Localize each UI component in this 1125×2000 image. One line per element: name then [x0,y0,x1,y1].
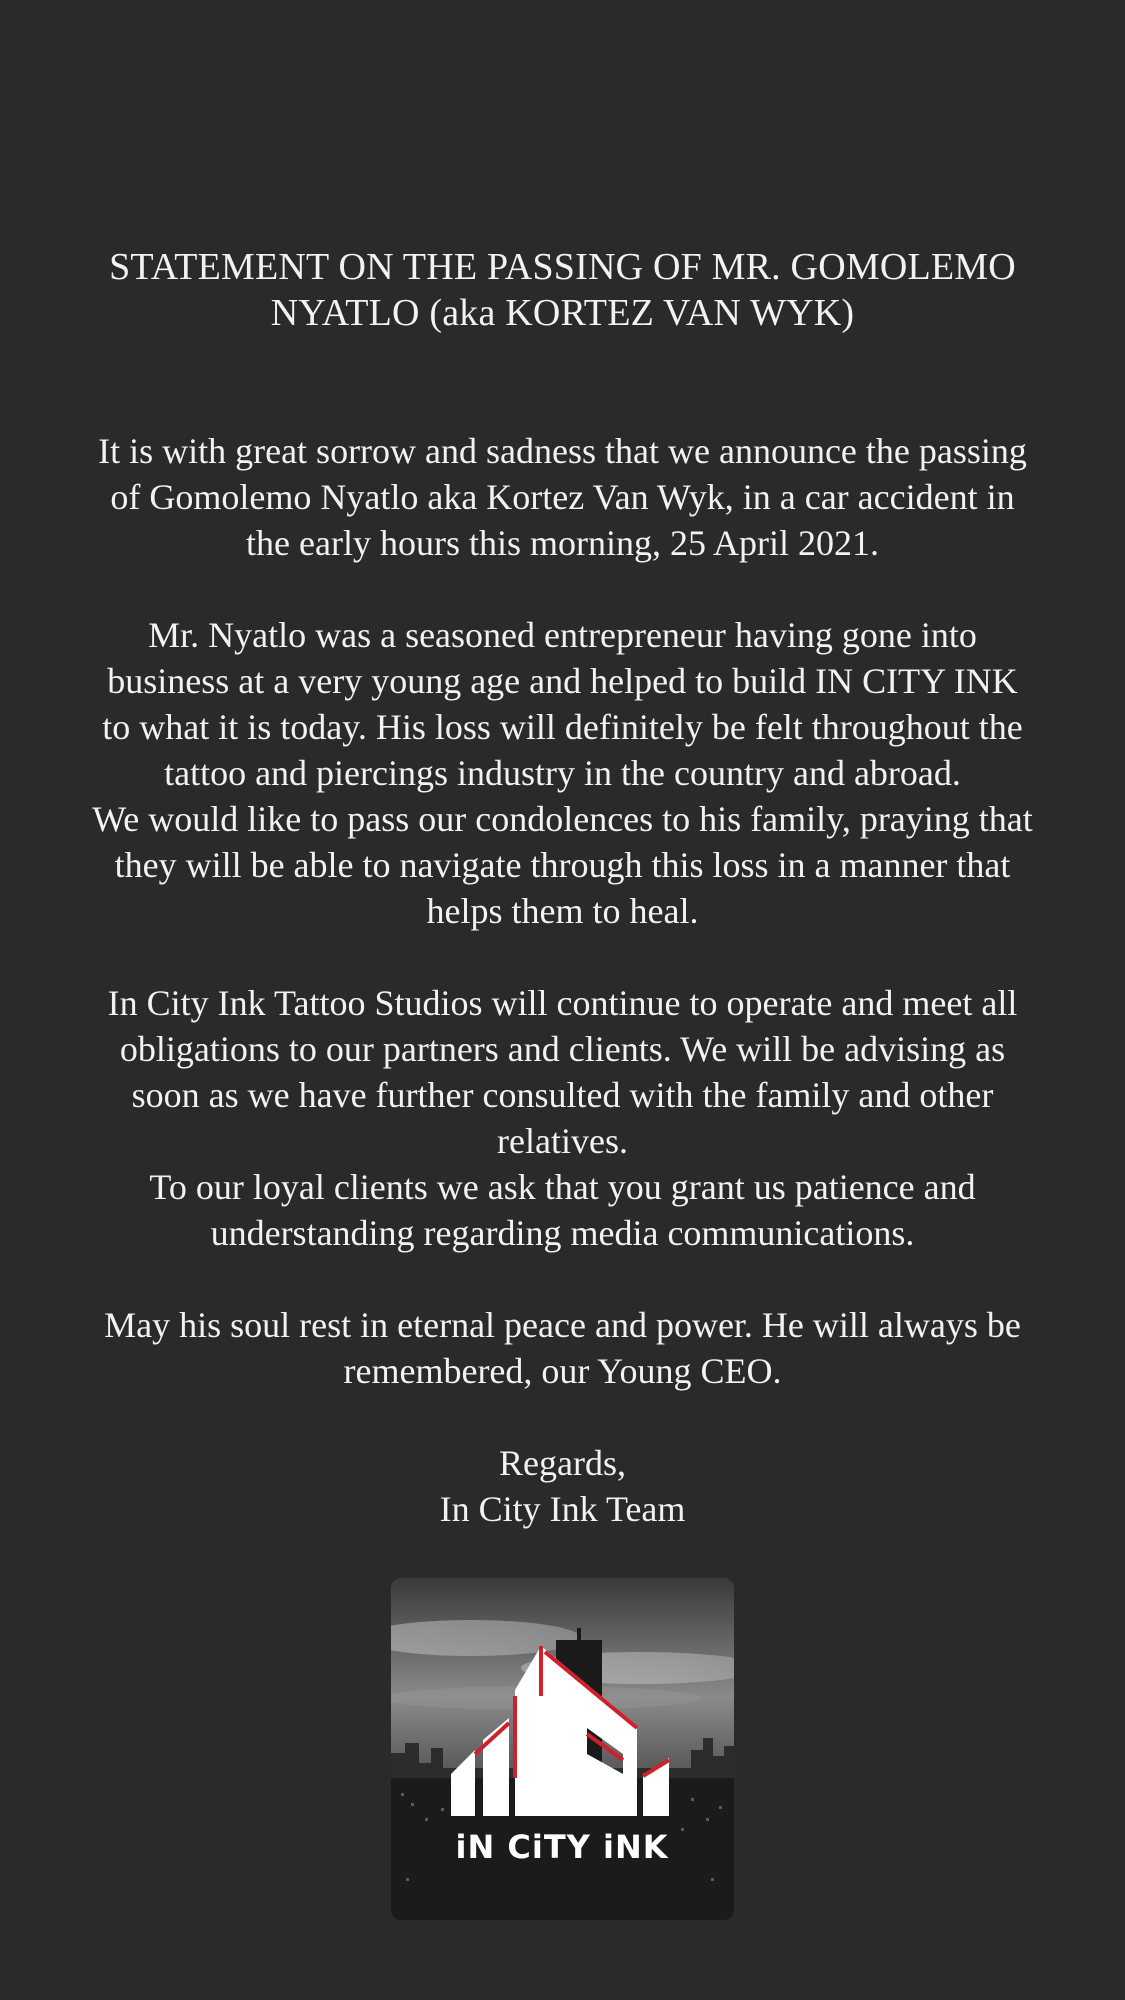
text-line: obligations to our partners and clients. We will be advising as [119,1029,1006,1069]
signoff-team: In City Ink Team [439,1489,686,1529]
logo-wordmark: iN CiTY iNK [455,1828,669,1866]
text-line: relatives. [497,1121,628,1161]
text-line: It is with great sorrow and sadness that we announce the passing [98,431,1027,471]
text-line: Mr. Nyatlo was a seasoned entrepreneur having gone into [148,615,977,655]
operations-paragraph [12,980,1113,1256]
text-line: soon as we have further consulted with the family and other [131,1075,994,1115]
signoff-greeting: Regards, [499,1443,626,1483]
announcement-paragraph [12,428,1113,566]
text-line: To our loyal clients we ask that you grant us patience and [149,1167,976,1207]
title-line: STATEMENT ON THE PASSING OF MR. GOMOLEMO [109,246,1016,288]
text-line: the early hours this morning, 25 April 2021. [246,523,879,563]
tribute-paragraph [12,612,1113,934]
logo-graphic [391,1578,734,1920]
in-city-ink-logo [391,1578,734,1920]
text-line: May his soul rest in eternal peace and power. He will always be [104,1305,1021,1345]
title-line: NYATLO (aka KORTEZ VAN WYK) [270,292,855,334]
text-line: of Gomolemo Nyatlo aka Kortez Van Wyk, in a car accident in [110,477,1015,517]
text-line: they will be able to navigate through this loss in a manner that [114,845,1011,885]
text-line: helps them to heal. [426,891,699,931]
text-line: understanding regarding media communications. [210,1213,915,1253]
memorial-paragraph [12,1302,1113,1394]
text-line: to what it is today. His loss will definitely be felt throughout the [102,707,1023,747]
statement-title [20,244,1105,336]
text-line: We would like to pass our condolences to his family, praying that [92,799,1033,839]
signoff [12,1440,1113,1532]
text-line: remembered, our Young CEO. [343,1351,782,1391]
text-line: In City Ink Tattoo Studios will continue to operate and meet all [107,983,1018,1023]
text-line: business at a very young age and helped to build IN CITY INK [107,661,1018,701]
text-line: tattoo and piercings industry in the country and abroad. [164,753,961,793]
